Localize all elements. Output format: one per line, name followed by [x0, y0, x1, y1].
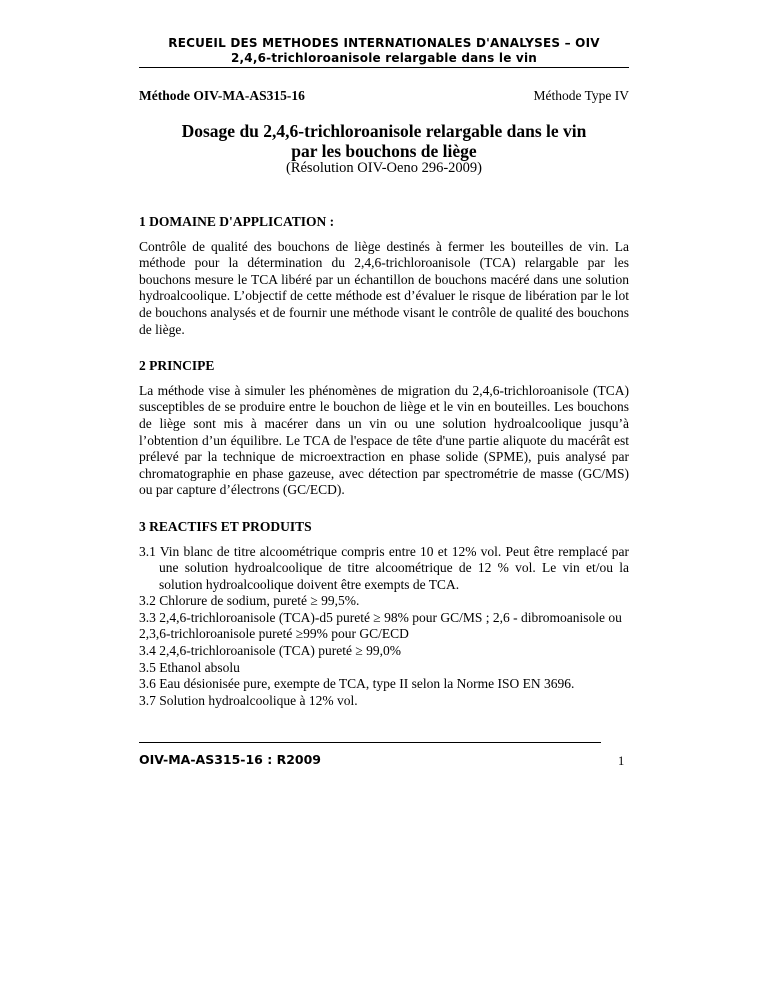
header-divider	[139, 67, 629, 68]
section-heading: 1 DOMAINE D'APPLICATION :	[139, 214, 335, 229]
section-scope	[139, 214, 629, 338]
document-subtitle: (Résolution OIV-Oeno 296-2009)	[286, 160, 482, 176]
section-heading: 3 REACTIFS ET PRODUITS	[139, 518, 312, 534]
section-reagents	[139, 519, 629, 710]
reagent-list	[139, 544, 629, 710]
document-title-line-1: Dosage du 2,4,6-trichloroanisole relargable dans le vin	[181, 121, 587, 141]
running-header-line-2: 2,4,6-trichloroanisole relargable dans le vin	[230, 51, 537, 65]
section-principle	[139, 358, 629, 499]
section-paragraph: Contrôle de qualité des bouchons de liège destinés à fermer les bouteilles de vin. La méthode pour la détermination du 2,4,6-trichloroanisole (TCA) relargable par les bouchons mesure le TCA libéré par un échantillon de bouchons macéré dans une solution hydroalcoolique. L’objectif de cette méthode est d’évaluer le risque de libération par le lot de bouchons analysés et de fournir une méthode visant le contrôle de qualité des bouchons de liège.	[139, 238, 629, 337]
document-title-line-2: par les bouchons de liège	[291, 141, 477, 161]
method-type: Méthode Type IV	[533, 88, 629, 103]
reagent-item: 3.7 Solution hydroalcoolique à 12% vol.	[139, 692, 358, 708]
reagent-item: 3.5 Ethanol absolu	[139, 659, 240, 675]
footer-divider	[139, 742, 601, 743]
reagent-item: 3.2 Chlorure de sodium, pureté ≥ 99,5%.	[139, 593, 360, 609]
method-code: Méthode OIV-MA-AS315-16	[139, 88, 305, 103]
reagent-item: 3.1 Vin blanc de titre alcoométrique compris entre 10 et 12% vol. Peut être remplacé par une solution hydroalcoolique de titre alcoométrique de 12 % vol. Le vin et/ou la solution hydroalcoolique doivent être exempts de TCA.	[139, 543, 629, 592]
section-paragraph: La méthode vise à simuler les phénomènes de migration du 2,4,6-trichloroanisole (TCA) susceptibles de se produire entre le bouchon de liège et le vin en bouteilles. Les bouchons de liège sont mis à macérer dans un vin ou une solution hydroalcoolique jusqu’à l’obtention d’un équilibre. Le TCA de l'espace de tête d'une partie aliquote du macérât est prélevé par la technique de microextraction en phase solide (SPME), puis analysé par chromatographie en phase gazeuse, avec détection par spectrométrie de masse (GC/MS) ou par capture d’électrons (GC/ECD).	[139, 382, 629, 498]
reagent-item: 2,3,6-trichloroanisole pureté ≥99% pour GC/ECD	[139, 626, 409, 642]
section-heading: 2 PRINCIPE	[139, 358, 215, 374]
running-header	[0, 36, 768, 66]
document-body	[139, 214, 629, 729]
reagent-item: 3.3 2,4,6-trichloroanisole (TCA)-d5 pureté ≥ 98% pour GC/MS ; 2,6 - dibromoanisole ou	[139, 609, 622, 625]
reagent-item: 3.6 Eau désionisée pure, exempte de TCA, type II selon la Norme ISO EN 3696.	[139, 676, 575, 692]
document-title	[100, 121, 668, 161]
page-number: 1	[618, 754, 625, 768]
reagent-item: 3.4 2,4,6-trichloroanisole (TCA) pureté ≥ 99,0%	[139, 643, 401, 659]
footer-reference: OIV-MA-AS315-16 : R2009	[139, 752, 322, 767]
running-header-line-1: RECUEIL DES METHODES INTERNATIONALES D'ANALYSES – OIV	[168, 36, 600, 50]
